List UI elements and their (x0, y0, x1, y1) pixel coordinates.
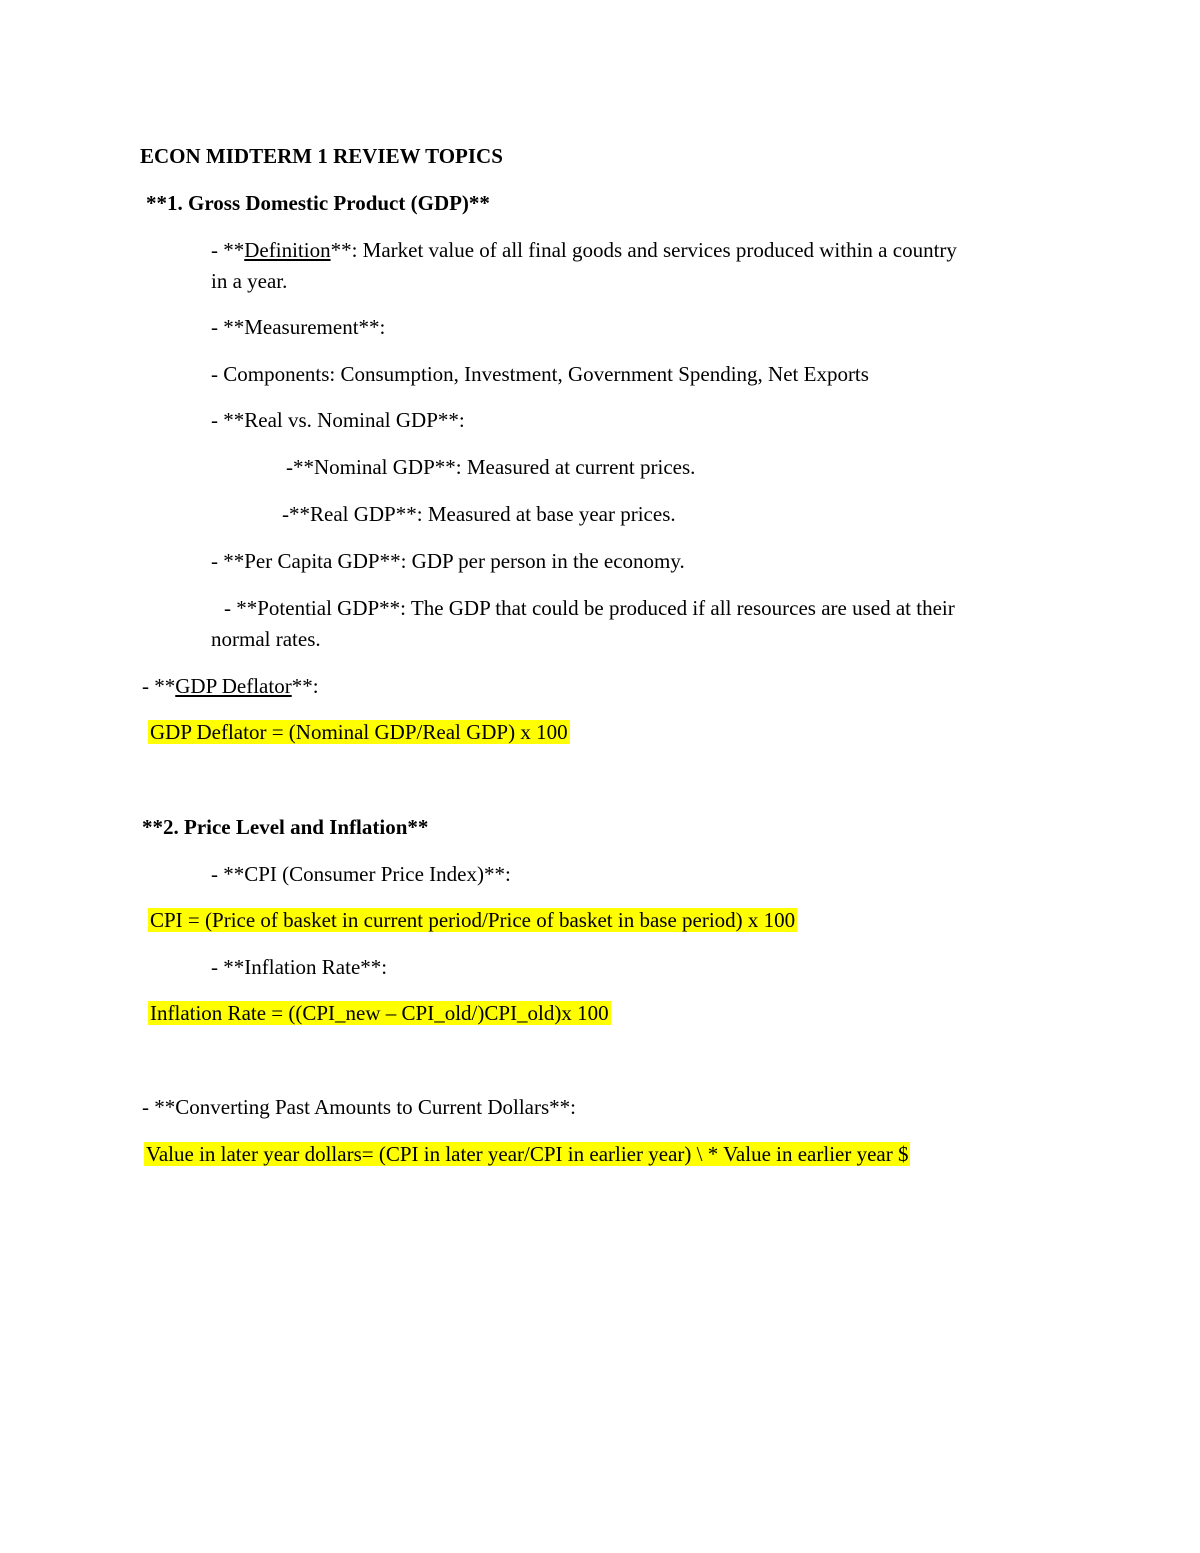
gdp-deflator-prefix: - ** (142, 674, 176, 698)
components-item: - Components: Consumption, Investment, Government Spending, Net Exports (211, 362, 869, 386)
inflation-rate-label: - **Inflation Rate**: (211, 955, 388, 979)
real-gdp-item: -**Real GDP**: Measured at base year prices. (282, 502, 676, 526)
section1-heading: **1. Gross Domestic Product (GDP)** (146, 191, 490, 215)
definition-term: Definition (244, 238, 331, 262)
inflation-formula-line (148, 999, 611, 1027)
inflation-formula: Inflation Rate = ((CPI_new – CPI_old/)CPI_old)x 100 (150, 1001, 609, 1025)
definition-text: **: Market value of all final goods and services produced within a country (330, 238, 957, 262)
cpi-formula-line (148, 906, 797, 934)
document-title: ECON MIDTERM 1 REVIEW TOPICS (140, 144, 503, 168)
converting-formula: Value in later year dollars= (CPI in later year/CPI in earlier year) \ * Value in earlier year $ (146, 1142, 909, 1166)
gdp-deflator-suffix: **: (291, 674, 319, 698)
converting-formula-line (144, 1140, 910, 1168)
potential-gdp-item: - **Potential GDP**: The GDP that could be produced if all resources are used at their (224, 596, 955, 620)
cpi-formula: CPI = (Price of basket in current period/Price of basket in base period) x 100 (150, 908, 796, 932)
definition-line (211, 236, 957, 264)
definition-prefix: - ** (211, 238, 245, 262)
real-vs-nominal-label: - **Real vs. Nominal GDP**: (211, 408, 465, 432)
cpi-label: - **CPI (Consumer Price Index)**: (211, 862, 511, 886)
gdp-deflator-formula: GDP Deflator = (Nominal GDP/Real GDP) x 100 (150, 720, 568, 744)
measurement-label: - **Measurement**: (211, 315, 386, 339)
gdp-deflator-term: GDP Deflator (175, 674, 292, 698)
section2-heading: **2. Price Level and Inflation** (142, 815, 429, 839)
definition-continuation: in a year. (211, 269, 288, 293)
per-capita-gdp-item: - **Per Capita GDP**: GDP per person in the economy. (211, 549, 685, 573)
gdp-deflator-label (142, 672, 319, 700)
gdp-deflator-formula-line (148, 718, 570, 746)
potential-gdp-continuation: normal rates. (211, 627, 321, 651)
nominal-gdp-item: -**Nominal GDP**: Measured at current prices. (286, 455, 696, 479)
converting-label: - **Converting Past Amounts to Current Dollars**: (142, 1095, 576, 1119)
